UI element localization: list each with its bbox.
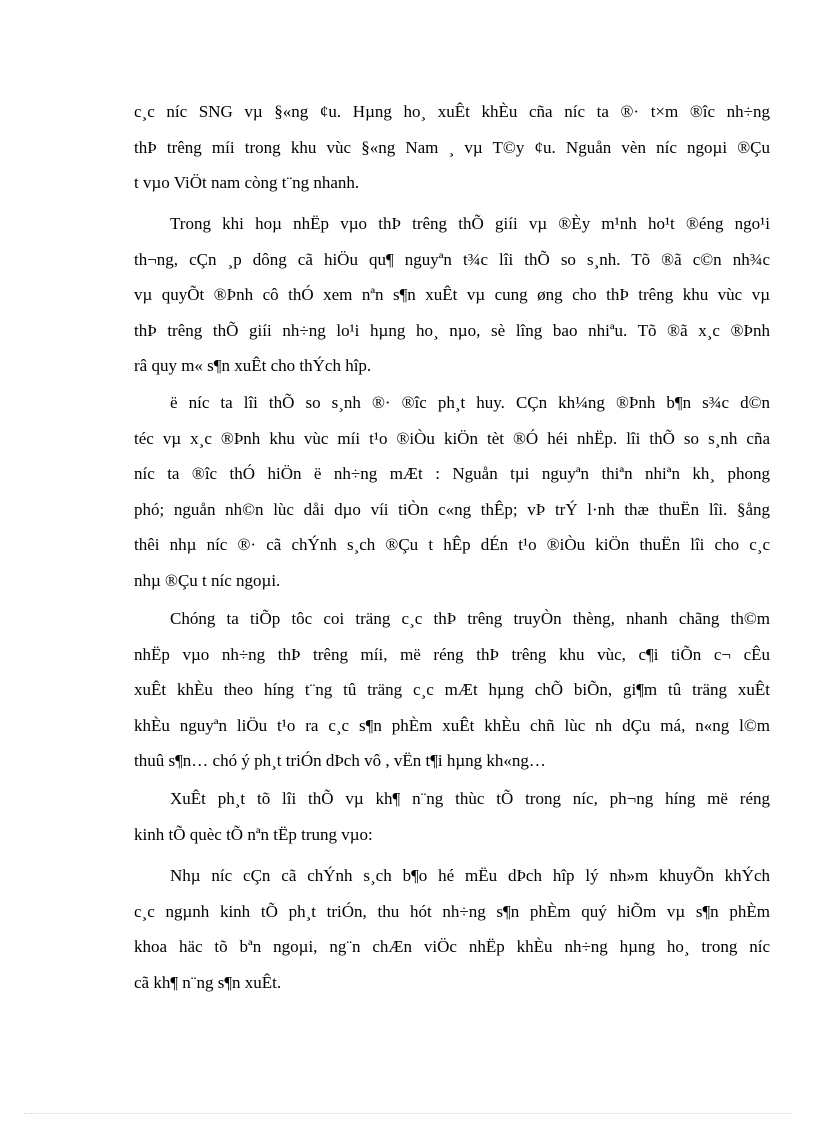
page-bottom-border bbox=[24, 1113, 792, 1114]
text-line: xuÊt khÈu theo híng t¨ng tû träng c¸c mÆt hµng chÕ biÕn, gi¶m tû träng xuÊt bbox=[134, 680, 770, 699]
text-line: t vµo ViÖt nam còng t¨ng nhanh. bbox=[134, 173, 360, 192]
text-line: kinh tÕ quèc tÕ nªn tËp trung vµo: bbox=[134, 824, 373, 844]
text-line: níc ta ®îc thÓ hiÖn ë nh÷ng mÆt : Nguån tµi nguyªn thiªn nhiªn kh¸ phong bbox=[134, 464, 770, 483]
text-line: thÞ trêng míi trong khu vùc §«ng Nam ¸ vµ T©y ¢u. Nguån vèn níc ngoµi ®Çu bbox=[134, 137, 770, 157]
text-line: phó; nguån nh©n lùc dåi dµo víi tiÒn c«ng thÊp; vÞ trÝ l·nh thæ thuËn lîi. §ång bbox=[134, 499, 770, 519]
paragraph-6 bbox=[134, 858, 770, 1000]
text-line: Trong khi hoµ nhËp vµo thÞ trêng thÕ giíi vµ ®Èy m¹nh ho¹t ®éng ngo¹i bbox=[170, 214, 770, 233]
text-line: vµ quyÕt ®Þnh cô thÓ xem nªn s¶n xuÊt vµ cung øng cho thÞ trêng khu vùc vµ bbox=[134, 285, 770, 304]
paragraph-1 bbox=[134, 94, 770, 201]
paragraph-5 bbox=[134, 781, 770, 852]
text-line: râ quy m« s¶n xuÊt cho thÝch hîp. bbox=[134, 356, 372, 375]
text-line: c¸c níc SNG vµ §«ng ¢u. Hµng ho¸ xuÊt khÈu cña níc ta ®· t×m ®îc nh÷ng bbox=[134, 102, 770, 121]
text-line: c¸c ngµnh kinh tÕ ph¸t triÓn, thu hót nh÷ng s¶n phÈm quý hiÕm vµ s¶n phÈm bbox=[134, 901, 770, 921]
text-line: th¬ng, cÇn ¸p dông cã hiÖu qu¶ nguyªn t¾c lîi thÕ so s¸nh. Tõ ®ã c©n nh¾c bbox=[134, 249, 770, 269]
paragraph-2 bbox=[134, 206, 770, 384]
text-line: thêi nhµ níc ®· cã chÝnh s¸ch ®Çu t hÊp dÉn t¹o ®iÒu kiÖn thuËn lîi cho c¸c bbox=[134, 535, 770, 554]
text-line: nhµ ®Çu t níc ngoµi. bbox=[134, 570, 281, 590]
text-line: XuÊt ph¸t tõ lîi thÕ vµ kh¶ n¨ng thùc tÕ trong níc, ph¬ng híng më réng bbox=[170, 789, 770, 808]
text-line: khÈu nguyªn liÖu t¹o ra c¸c s¶n phÈm xuÊt khÈu chñ lùc nh dÇu má, n«ng l©m bbox=[134, 715, 770, 735]
text-line: cã kh¶ n¨ng s¶n xuÊt. bbox=[134, 972, 282, 992]
text-line: khoa häc tõ bªn ngoµi, ng¨n chÆn viÖc nhËp khÈu nh÷ng hµng ho¸ trong níc bbox=[134, 937, 770, 956]
text-line: thuû s¶n… chó ý ph¸t triÓn dÞch vô , vËn t¶i hµng kh«ng… bbox=[134, 751, 546, 770]
paragraph-3 bbox=[134, 385, 770, 598]
text-line: Nhµ níc cÇn cã chÝnh s¸ch b¶o hé mËu dÞch hîp lý nh»m khuyÕn khÝch bbox=[170, 866, 770, 885]
text-line: Chóng ta tiÕp tôc coi träng c¸c thÞ trêng truyÒn thèng, nhanh chãng th©m bbox=[170, 609, 770, 628]
text-line: ë níc ta lîi thÕ so s¸nh ®· ®îc ph¸t huy. CÇn kh¼ng ®Þnh b¶n s¾c d©n bbox=[170, 393, 770, 412]
text-line: thÞ trêng thÕ giíi nh÷ng lo¹i hµng ho¸ nµo, sè lîng bao nhiªu. Tõ ®ã x¸c ®Þnh bbox=[134, 320, 770, 340]
text-line: téc vµ x¸c ®Þnh khu vùc míi t¹o ®iÒu kiÖn tèt ®Ó héi nhËp. lîi thÕ so s¸nh cña bbox=[134, 428, 770, 448]
text-line: nhËp vµo nh÷ng thÞ trêng míi, më réng thÞ trêng khu vùc, c¶i tiÕn c¬ cÊu bbox=[134, 644, 770, 664]
paragraph-4 bbox=[134, 601, 770, 779]
